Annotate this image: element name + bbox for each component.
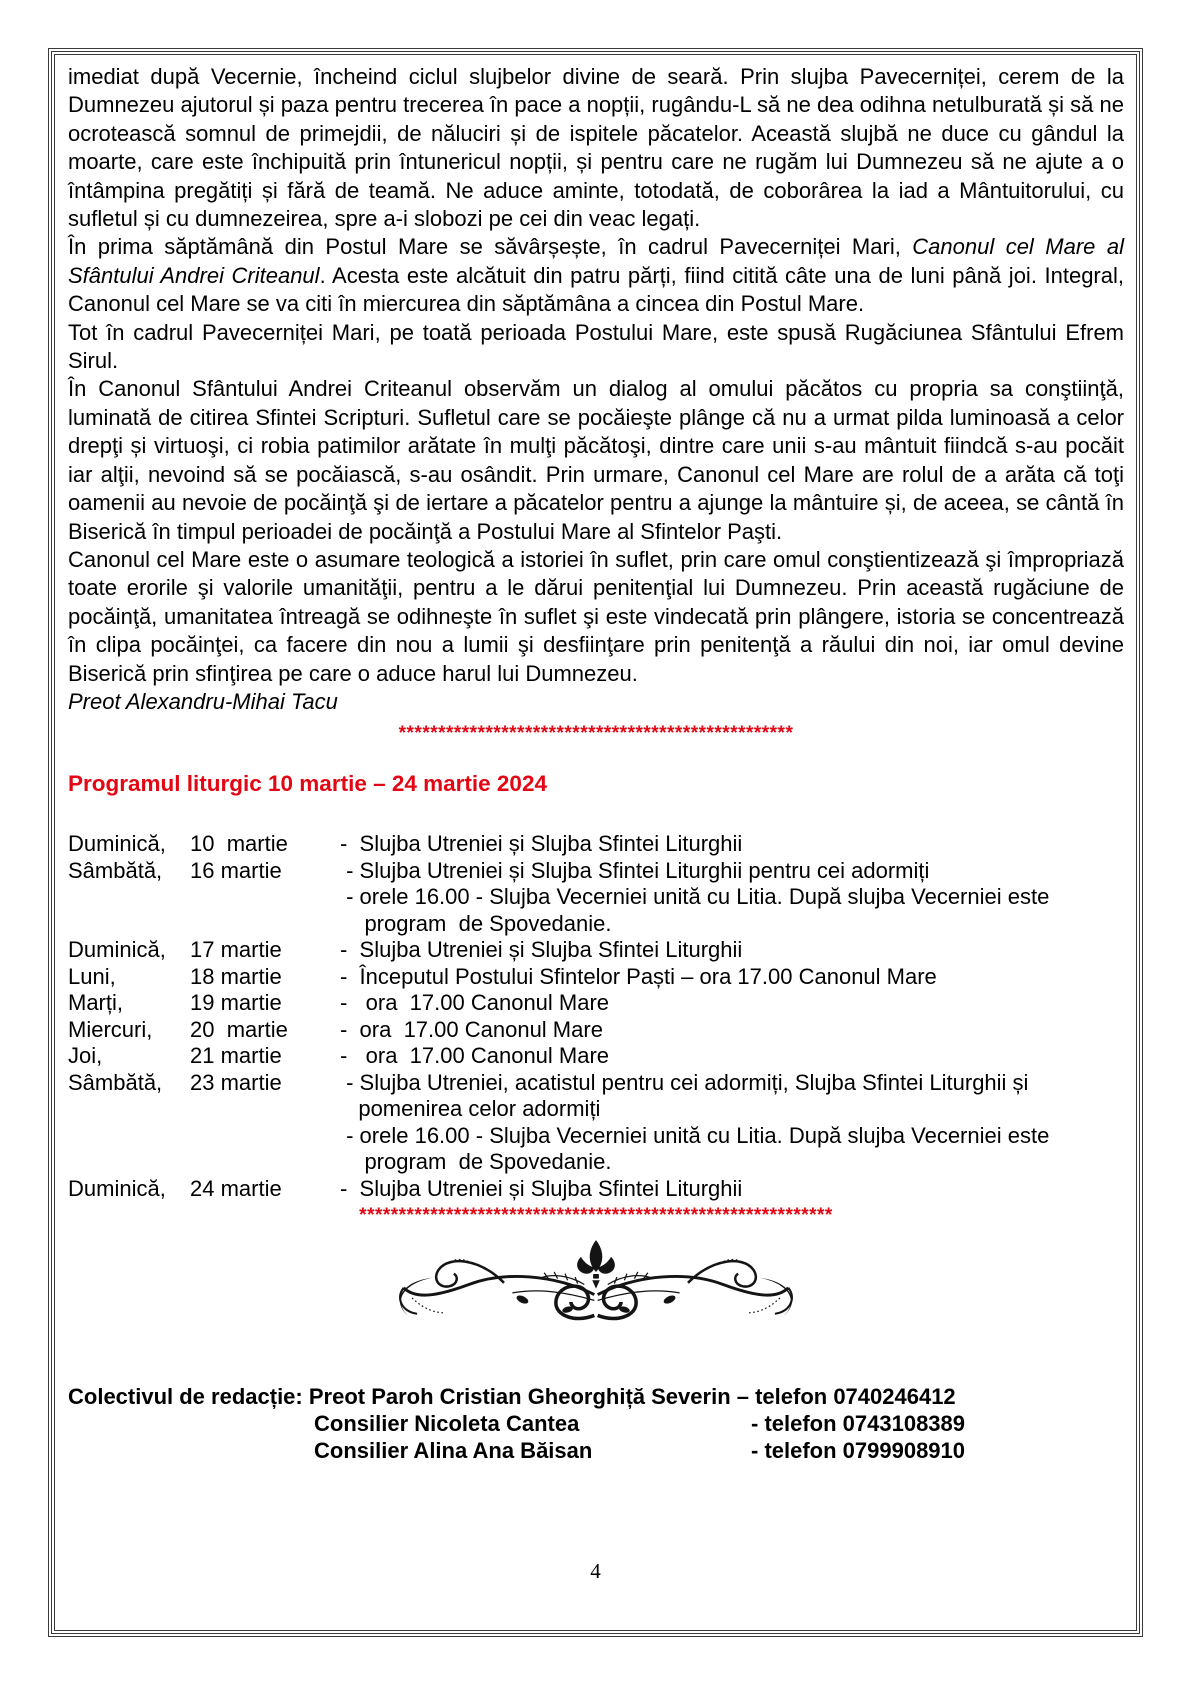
paragraph xyxy=(68,63,1124,233)
schedule-day: Sâmbătă, xyxy=(68,857,163,883)
body-text: . Acesta este alcătuit din patru părți, fiind citită câte una de luni până joi. Integral, Canonul cel Mare se va citi în miercurea din săptămâna a cincea din Postul Mare. xyxy=(68,262,1124,317)
schedule-date: 17 martie xyxy=(190,937,282,963)
paragraph xyxy=(68,688,1124,716)
ornament-container xyxy=(68,1236,1124,1343)
footer-contact-name: Consilier Nicoleta Cantea xyxy=(314,1411,580,1437)
schedule-row xyxy=(68,1176,1124,1203)
schedule-day xyxy=(68,884,190,911)
schedule-description: program de Spovedanie. xyxy=(340,910,612,936)
schedule-row xyxy=(68,1123,1124,1150)
schedule-date xyxy=(190,1123,340,1150)
schedule-day: Joi, xyxy=(68,1043,103,1069)
footer-contact-phone: - telefon 0799908910 xyxy=(751,1438,966,1464)
schedule-day xyxy=(68,1149,190,1176)
schedule-day xyxy=(68,1096,190,1123)
schedule-description: program de Spovedanie. xyxy=(340,1149,612,1175)
body-text: Tot în cadrul Pavecerniței Mari, pe toată perioada Postului Mare, este spusă Rugăciunea Sfântului Efrem Sirul. xyxy=(68,319,1124,374)
schedule-date: 18 martie xyxy=(190,963,282,989)
body-text: imediat după Vecernie, încheind ciclul slujbelor divine de seară. Prin slujba Pavecerniței, cerem de la Dumnezeu ajutorul și paza pentru trecerea în pace a nopții, rugându-L să ne dea odihna netulburată și să ne ocrotească somnul de primejdii, de năluciri și de ispitele păcatelor. Această slujbă ne duce cu gândul la moarte, care este închipuită prin întunericul nopții, și pentru care ne rugăm lui Dumnezeu să ne ajute a o întâmpina pregătiți și fără de teamă. Ne aduce aminte, totodată, de coborârea la iad a Mântuitorului, cu sufletul și cu dumnezeirea, spre a-i slobozi pe cei din veac legați. xyxy=(68,64,1124,232)
schedule-description: - Începutul Postului Sfintelor Paști – ora 17.00 Canonul Mare xyxy=(340,963,937,989)
footer-indent xyxy=(68,1410,314,1437)
page-content xyxy=(54,54,1137,1631)
schedule-description: - orele 16.00 - Slujba Vecerniei unită cu Litia. După slujba Vecerniei este xyxy=(340,884,1050,910)
schedule-description: - Slujba Utreniei și Slujba Sfintei Liturghii xyxy=(340,937,743,963)
schedule-row xyxy=(68,964,1124,991)
schedule-date: 20 martie xyxy=(190,1016,288,1042)
schedule-row xyxy=(68,831,1124,858)
schedule-date xyxy=(190,911,340,938)
schedule-day xyxy=(68,1123,190,1150)
schedule-description: - Slujba Utreniei și Slujba Sfintei Liturghii pentru cei adormiți xyxy=(340,857,930,883)
schedule-row xyxy=(68,1070,1124,1097)
paragraph xyxy=(68,233,1124,318)
paragraph xyxy=(68,319,1124,376)
schedule-date xyxy=(190,1149,340,1176)
footer-line xyxy=(68,1437,1124,1464)
schedule-day: Luni, xyxy=(68,963,116,989)
footer-heading: Colectivul de redacție: xyxy=(68,1384,309,1410)
schedule-date: 21 martie xyxy=(190,1043,282,1069)
page-border-frame xyxy=(48,48,1143,1637)
schedule-row xyxy=(68,1149,1124,1176)
schedule-day: Duminică, xyxy=(68,831,166,857)
footer-line xyxy=(68,1410,1124,1437)
paragraph xyxy=(68,375,1124,545)
program-title: Programul liturgic 10 martie – 24 martie 2024 xyxy=(68,771,547,797)
schedule-row xyxy=(68,937,1124,964)
footer-credits xyxy=(68,1383,1124,1464)
body-text: În Canonul Sfântului Andrei Criteanul observăm un dialog al omului păcătos cu propria sa conştiinţă, luminată de citirea Sfintei Scripturi. Sufletul care se pocăieşte plânge că nu a urmat pilda luminoasă a celor drepţi și virtuoşi, ci robia patimilor arătate în mulţi păcătoşi, dintre care unii s-au mântuit fiindcă s-au pocăit iar alţii, nevoind să se pocăiască, s-au osândit. Prin urmare, Canonul cel Mare are rolul de a arăta că toţi oamenii au nevoie de pocăinţă şi de iertare a păcatelor pentru a ajunge la mântuire și, de aceea, se cântă în Biserică în timpul perioadei de pocăinţă a Postului Mare al Sfintelor Paşti. xyxy=(68,376,1124,544)
page-number: 4 xyxy=(590,1559,601,1583)
italic-text: Preot Alexandru-Mihai Tacu xyxy=(68,688,338,714)
schedule-date: 10 martie xyxy=(190,831,288,857)
paragraph xyxy=(68,546,1124,688)
footer-contact: Preot Paroh Cristian Gheorghiță Severin – telefon 0740246412 xyxy=(308,1384,956,1410)
page-border-frame-middle xyxy=(51,51,1140,1634)
article xyxy=(68,63,1124,716)
schedule-description: - orele 16.00 - Slujba Vecerniei unită cu Litia. După slujba Vecerniei este xyxy=(340,1122,1050,1148)
footer-line xyxy=(68,1383,1124,1410)
body-text: Canonul cel Mare este o asumare teologică a istoriei în suflet, prin care omul conştientizează şi împropriază toate erorile şi valorile umanităţii, pentru a le dărui penitenţial lui Dumnezeu. Prin această rugăciune de pocăinţă, umanitatea întreagă se odihneşte în suflet şi este vindecată prin plângere, istoria se concentrează în clipa pocăinţei, ca facere din nou a lumii şi desfiinţare prin penitenţă a răului din noi, iar omul devine Biserică prin sfinţirea pe care o aduce harul lui Dumnezeu. xyxy=(68,546,1124,686)
schedule-date xyxy=(190,1096,340,1123)
schedule-row xyxy=(68,990,1124,1017)
footer-indent xyxy=(68,1437,314,1464)
schedule-row xyxy=(68,1096,1124,1123)
schedule-row xyxy=(68,911,1124,938)
liturgical-schedule xyxy=(68,831,1124,1202)
schedule-description: - Slujba Utreniei și Slujba Sfintei Liturghii xyxy=(340,1175,743,1201)
stars-separator-top: ************************************************** xyxy=(398,723,794,745)
schedule-day: Sâmbătă, xyxy=(68,1069,163,1095)
schedule-description: - ora 17.00 Canonul Mare xyxy=(340,1043,610,1069)
schedule-date: 23 martie xyxy=(190,1069,282,1095)
schedule-description: - ora 17.00 Canonul Mare xyxy=(340,1016,603,1042)
schedule-day: Marți, xyxy=(68,990,123,1016)
schedule-row xyxy=(68,884,1124,911)
schedule-date: 16 martie xyxy=(190,857,282,883)
body-text: În prima săptămână din Postul Mare se săvârșește, în cadrul Pavecerniței Mari, xyxy=(68,234,913,260)
schedule-day: Duminică, xyxy=(68,937,166,963)
schedule-row xyxy=(68,858,1124,885)
stars-separator-bottom: ************************************************************ xyxy=(359,1205,833,1227)
schedule-day: Miercuri, xyxy=(68,1016,153,1042)
schedule-description: - Slujba Utreniei și Slujba Sfintei Liturghii xyxy=(340,831,743,857)
schedule-description: - Slujba Utreniei, acatistul pentru cei adormiți, Slujba Sfintei Liturghii și xyxy=(340,1069,1029,1095)
footer-contact-name: Consilier Alina Ana Băisan xyxy=(314,1438,593,1464)
schedule-description: pomenirea celor adormiți xyxy=(340,1096,601,1122)
schedule-row xyxy=(68,1043,1124,1070)
italic-text: Canonul cel Mare al Sfântului Andrei Criteanul xyxy=(68,234,1124,288)
schedule-date: 19 martie xyxy=(190,990,282,1016)
schedule-date: 24 martie xyxy=(190,1175,282,1201)
schedule-day: Duminică, xyxy=(68,1175,166,1201)
footer-contact-phone: - telefon 0743108389 xyxy=(751,1411,966,1437)
schedule-row xyxy=(68,1017,1124,1044)
fleur-de-lis-icon xyxy=(577,1241,615,1289)
schedule-date xyxy=(190,884,340,911)
flourish-divider-icon xyxy=(378,1236,814,1338)
schedule-description: - ora 17.00 Canonul Mare xyxy=(340,990,610,1016)
schedule-day xyxy=(68,911,190,938)
